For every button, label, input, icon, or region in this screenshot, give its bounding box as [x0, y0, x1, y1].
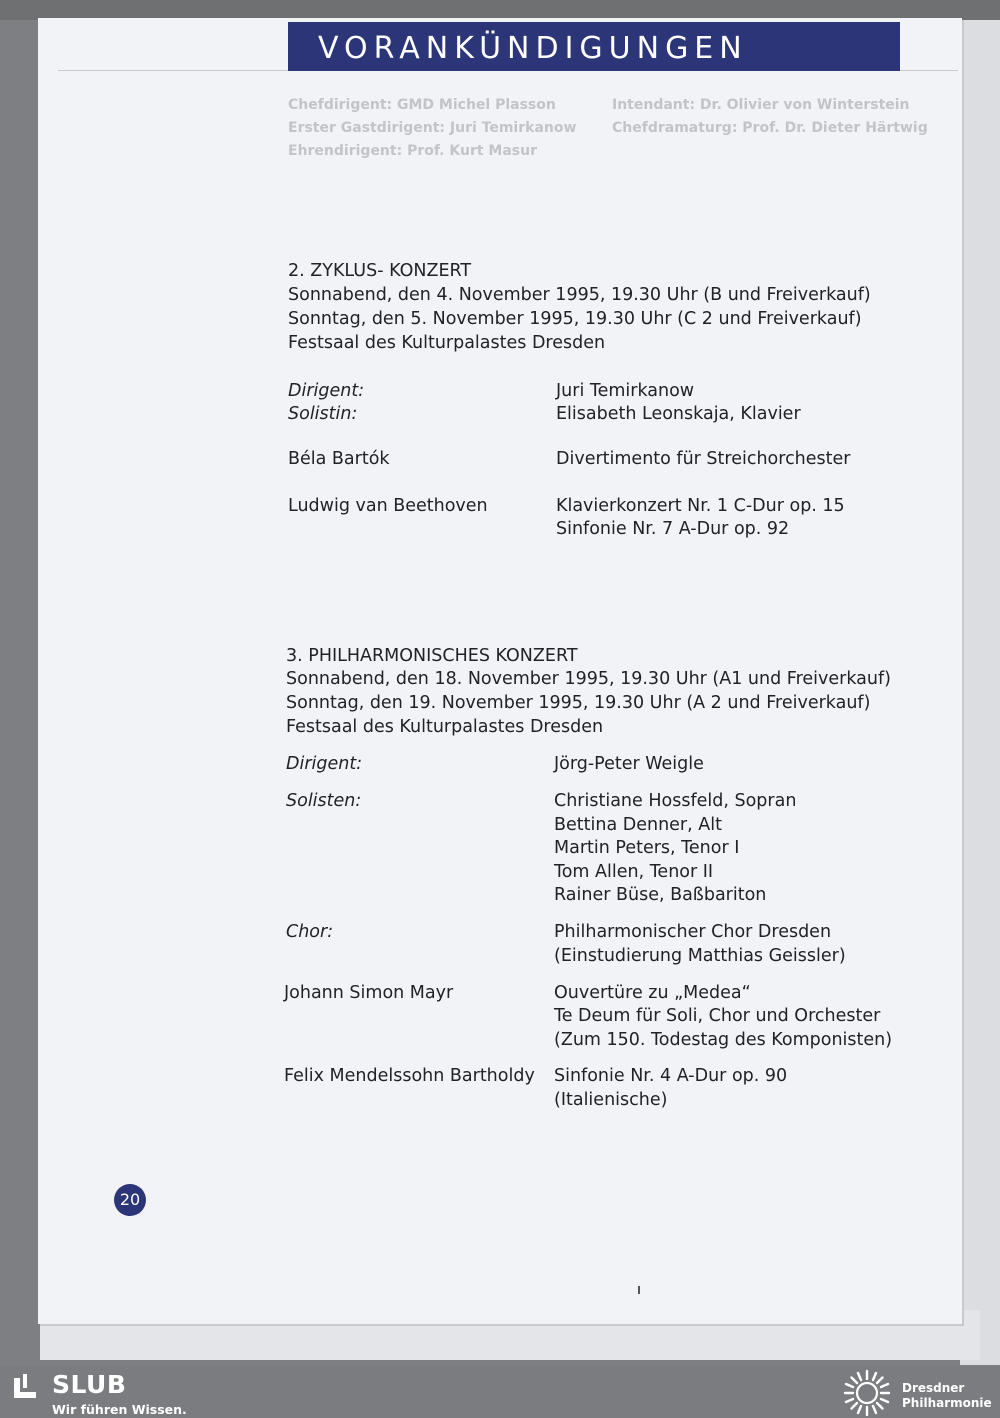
concert-1-heading: 2. ZYKLUS- KONZERT — [288, 261, 472, 281]
concert-2-work-2-note: (Zum 150. Todestag des Komponisten) — [554, 1030, 893, 1050]
scan-mark — [638, 1286, 640, 1294]
orchestra-name-line1: Dresdner — [902, 1381, 965, 1395]
orchestra-logo-icon — [842, 1369, 892, 1417]
concert-2-choir-label: Chor: — [286, 922, 334, 942]
show-through-top-left-3: Ehrendirigent: Prof. Kurt Masur — [288, 143, 537, 159]
concert-2-heading: 3. PHILHARMONISCHES KONZERT — [286, 646, 578, 666]
page-number: 20 — [114, 1184, 146, 1216]
concert-1-conductor-label: Dirigent: — [288, 381, 365, 401]
concert-1-work-1: Divertimento für Streichorchester — [556, 449, 851, 469]
concert-2-composer-2: Felix Mendelssohn Bartholdy — [284, 1066, 535, 1086]
concert-2-soloist-2: Bettina Denner, Alt — [554, 815, 722, 835]
concert-2-soloist-5: Rainer Büse, Baßbariton — [554, 885, 767, 905]
show-through-top-right-2: Chefdramaturg: Prof. Dr. Dieter Härtwig — [612, 120, 928, 136]
concert-2-soloist-4: Tom Allen, Tenor II — [554, 862, 714, 882]
concert-2-date-1: Sonnabend, den 18. November 1995, 19.30 Uhr (A1 und Freiverkauf) — [286, 669, 891, 689]
orchestra-name-line2: Philharmonie — [902, 1396, 992, 1410]
concert-2-soloist-3: Martin Peters, Tenor I — [554, 838, 740, 858]
concert-2-choir-director: (Einstudierung Matthias Geissler) — [554, 946, 846, 966]
concert-1-soloist: Elisabeth Leonskaja, Klavier — [556, 404, 801, 424]
concert-1-composer-2: Ludwig van Beethoven — [288, 496, 488, 516]
concert-1-venue: Festsaal des Kulturpalastes Dresden — [288, 333, 606, 353]
scan-background — [0, 0, 1000, 20]
concert-1-conductor: Juri Temirkanow — [556, 381, 695, 401]
next-page-edge — [960, 20, 1000, 1365]
concert-2-date-2: Sonntag, den 19. November 1995, 19.30 Uhr (A 2 und Freiverkauf) — [286, 693, 871, 713]
concert-1-date-1: Sonnabend, den 4. November 1995, 19.30 Uhr (B und Freiverkauf) — [288, 285, 871, 305]
library-name: SLUB — [52, 1370, 127, 1399]
concert-2-work-1: Ouvertüre zu „Medea“ — [554, 983, 751, 1003]
concert-1-date-2: Sonntag, den 5. November 1995, 19.30 Uhr (C 2 und Freiverkauf) — [288, 309, 862, 329]
slub-logo-icon — [12, 1372, 38, 1400]
show-through-top-left-2: Erster Gastdirigent: Juri Temirkanow — [288, 120, 577, 136]
page-title: VORANKÜNDIGUNGEN — [318, 31, 748, 66]
concert-1-work-3: Sinfonie Nr. 7 A-Dur op. 92 — [556, 519, 790, 539]
concert-2-conductor-label: Dirigent: — [286, 754, 363, 774]
show-through-top-right-1: Intendant: Dr. Olivier von Winterstein — [612, 97, 910, 113]
concert-2-work-2: Te Deum für Soli, Chor und Orchester — [554, 1006, 881, 1026]
concert-2-work-3-note: (Italienische) — [554, 1090, 668, 1110]
concert-2-work-3: Sinfonie Nr. 4 A-Dur op. 90 — [554, 1066, 788, 1086]
concert-2-composer-1: Johann Simon Mayr — [284, 983, 454, 1003]
concert-1-soloist-label: Solistin: — [288, 404, 358, 424]
concert-2-venue: Festsaal des Kulturpalastes Dresden — [286, 717, 604, 737]
library-tagline: Wir führen Wissen. — [52, 1402, 187, 1417]
concert-2-soloist-1: Christiane Hossfeld, Sopran — [554, 791, 797, 811]
show-through-top-left-1: Chefdirigent: GMD Michel Plasson — [288, 97, 556, 113]
concert-2-soloists-label: Solisten: — [286, 791, 362, 811]
concert-2-choir: Philharmonischer Chor Dresden — [554, 922, 832, 942]
concert-1-composer-1: Béla Bartók — [288, 449, 390, 469]
concert-2-conductor: Jörg-Peter Weigle — [554, 754, 704, 774]
concert-1-work-2: Klavierkonzert Nr. 1 C-Dur op. 15 — [556, 496, 845, 516]
